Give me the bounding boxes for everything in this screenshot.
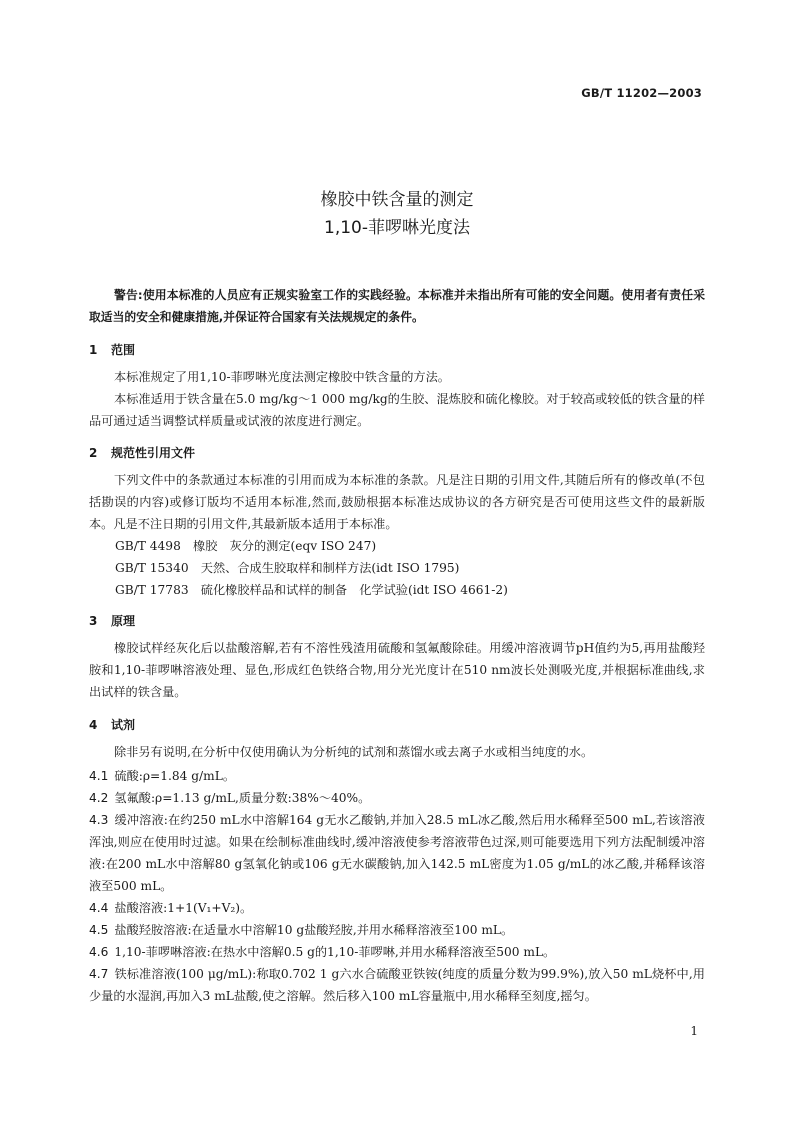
section-heading <box>89 716 135 733</box>
item-text: 缓冲溶液:在约250 mL水中溶解164 g无水乙酸钠,并加入28.5 mL冰乙酸,然后用水稀释至500 mL,若该溶液浑浊,则应在使用时过滤。如果在绘制标准曲线时,缓冲溶液使参考溶液带色过深,则可能要选用下列方法配制缓冲溶液:在200 mL水中溶解80 g氢氧化钠或106 g无水碳酸钠,加入142.5 mL密度为1.05 g/mL的冰乙酸,并稀释该溶液至500 mL。 <box>89 813 705 893</box>
list-item <box>89 787 705 809</box>
reference-item: GB/T 4498 橡胶 灰分的测定(eqv ISO 247) <box>115 539 377 553</box>
page-number: 1 <box>690 1024 698 1038</box>
warning-paragraph: 警告:使用本标准的人员应有正规实验室工作的实践经验。本标准并未指出所有可能的安全问题。使用者有责任采取适当的安全和健康措施,并保证符合国家有关法规规定的条件。 <box>89 288 705 324</box>
paragraph: 本标准规定了用1,10-菲啰啉光度法测定橡胶中铁含量的方法。 <box>114 370 450 384</box>
item-text: 铁标准溶液(100 μg/mL):称取0.702 1 g六水合硫酸亚铁铵(纯度的质量分数为99.9%),放入50 mL烧杯中,用少量的水湿润,再加入3 mL盐酸,使之溶解。然后移入100 mL容量瓶中,用水稀释至刻度,摇匀。 <box>89 967 705 1003</box>
list-item <box>89 897 705 919</box>
item-number: 4.1 <box>89 769 109 783</box>
document-title: 橡胶中铁含量的测定 <box>320 190 474 210</box>
list-item <box>89 941 705 963</box>
paragraph: 下列文件中的条款通过本标准的引用而成为本标准的条款。凡是注日期的引用文件,其随后所有的修改单(不包括勘误的内容)或修订版均不适用本标准,然而,鼓励根据本标准达成协议的各方研究是否可使用这些文件的最新版本。凡是不注日期的引用文件,其最新版本适用于本标准。 <box>89 473 705 531</box>
section-title: 规范性引用文件 <box>111 446 196 460</box>
reference-item: GB/T 17783 硫化橡胶样品和试样的制备 化学试验(idt ISO 4661-2) <box>115 583 508 597</box>
section-title: 原理 <box>111 614 136 628</box>
section-title: 试剂 <box>111 718 136 732</box>
list-item <box>89 919 705 941</box>
section-heading <box>89 444 195 461</box>
item-number: 4.6 <box>89 945 109 959</box>
section-number: 3 <box>89 614 98 628</box>
item-text: 盐酸羟胺溶液:在适量水中溶解10 g盐酸羟胺,并用水稀释溶液至100 mL。 <box>114 923 514 937</box>
paragraph: 橡胶试样经灰化后以盐酸溶解,若有不溶性残渣用硫酸和氢氟酸除硅。用缓冲溶液调节pH值约为5,再用盐酸羟胺和1,10-菲啰啉溶液处理、显色,形成红色铁络合物,用分光光度计在510 nm波长处测吸光度,并根据标准曲线,求出试样的铁含量。 <box>89 641 705 699</box>
section-heading <box>89 341 135 358</box>
paragraph: 除非另有说明,在分析中仅使用确认为分析纯的试剂和蒸馏水或去离子水或相当纯度的水。 <box>114 745 594 759</box>
item-number: 4.2 <box>89 791 109 805</box>
item-text: 氢氟酸:ρ=1.13 g/mL,质量分数:38%～40%。 <box>114 791 371 805</box>
list-item <box>89 765 705 787</box>
item-number: 4.3 <box>89 813 109 827</box>
item-text: 盐酸溶液:1+1(V₁+V₂)。 <box>114 901 253 915</box>
item-number: 4.7 <box>89 967 109 981</box>
paragraph: 本标准适用于铁含量在5.0 mg/kg～1 000 mg/kg的生胶、混炼胶和硫化橡胶。对于较高或较低的铁含量的样品可通过适当调整试样质量或试液的浓度进行测定。 <box>89 392 705 428</box>
section-number: 1 <box>89 343 98 357</box>
document-subtitle: 1,10-菲啰啉光度法 <box>324 218 470 238</box>
item-number: 4.4 <box>89 901 109 915</box>
item-text: 硫酸:ρ=1.84 g/mL。 <box>114 769 236 783</box>
item-number: 4.5 <box>89 923 109 937</box>
list-item <box>89 963 705 1007</box>
section-title: 范围 <box>111 343 136 357</box>
reference-item: GB/T 15340 天然、合成生胶取样和制样方法(idt ISO 1795) <box>115 561 460 575</box>
section-number: 4 <box>89 718 98 732</box>
standard-number: GB/T 11202—2003 <box>581 86 702 100</box>
item-text: 1,10-菲啰啉溶液:在热水中溶解0.5 g的1,10-菲啰啉,并用水稀释溶液至500 mL。 <box>114 945 556 959</box>
document-body <box>89 0 705 1123</box>
section-number: 2 <box>89 446 98 460</box>
section-heading <box>89 612 135 629</box>
list-item <box>89 809 705 897</box>
